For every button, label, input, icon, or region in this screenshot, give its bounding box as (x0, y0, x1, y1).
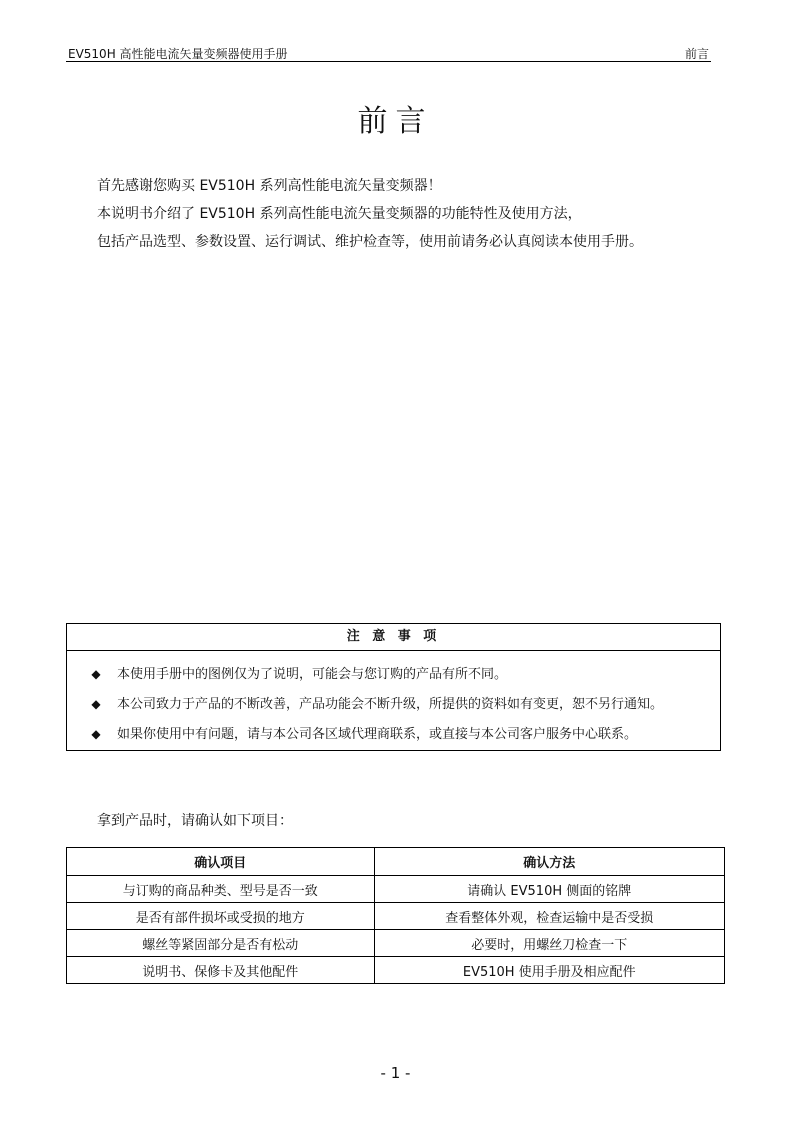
column-header-method: 确认方法 (374, 848, 724, 876)
notice-list (67, 651, 720, 749)
header-doc-title: EV510H 高性能电流矢量变频器使用手册 (68, 47, 288, 61)
check-table (66, 847, 725, 984)
column-header-item: 确认项目 (67, 848, 375, 876)
table-cell-item: 是否有部件损坏或受损的地方 (67, 903, 375, 930)
diamond-bullet-icon: ◆ (91, 727, 101, 741)
table-cell-item: 螺丝等紧固部分是否有松动 (67, 930, 375, 957)
notice-item (67, 659, 720, 689)
header-section: 前言 (684, 47, 709, 61)
table-row (67, 903, 725, 930)
table-cell-item: 与订购的商品种类、型号是否一致 (67, 876, 375, 903)
check-intro: 拿到产品时，请确认如下项目： (97, 813, 293, 829)
table-cell-method: 必要时，用螺丝刀检查一下 (374, 930, 724, 957)
diamond-bullet-icon: ◆ (91, 667, 101, 681)
intro-line: 本说明书介绍了 EV510H 系列高性能电流矢量变频器的功能特性及使用方法， (97, 206, 582, 222)
table-row (67, 876, 725, 903)
notice-item-text: 如果你使用中有问题，请与本公司各区域代理商联系，或直接与本公司客户服务中心联系。 (117, 727, 638, 742)
table-cell-item: 说明书、保修卡及其他配件 (67, 957, 375, 984)
notice-item (67, 689, 720, 719)
table-row (67, 957, 725, 984)
table-cell-method: 请确认 EV510H 侧面的铭牌 (374, 876, 724, 903)
header-rule (66, 61, 711, 62)
intro-line: 首先感谢您购买 EV510H 系列高性能电流矢量变频器！ (97, 178, 442, 194)
table-cell-method: EV510H 使用手册及相应配件 (374, 957, 724, 984)
page-title: 前言 (357, 104, 434, 139)
table-header-row (67, 848, 725, 876)
notice-item (67, 719, 720, 749)
notice-item-text: 本使用手册中的图例仅为了说明，可能会与您订购的产品有所不同。 (117, 667, 508, 682)
notice-box (66, 623, 721, 751)
table-row (67, 930, 725, 957)
notice-item-text: 本公司致力于产品的不断改善，产品功能会不断升级，所提供的资料如有变更，恕不另行通知。 (117, 697, 664, 712)
intro-line: 包括产品选型、参数设置、运行调试、维护检查等，使用前请务必认真阅读本使用手册。 (97, 234, 643, 250)
diamond-bullet-icon: ◆ (91, 697, 101, 711)
table-cell-method: 查看整体外观，检查运输中是否受损 (374, 903, 724, 930)
intro-text (97, 176, 643, 260)
notice-title: 注 意 事 项 (67, 624, 720, 651)
page-number: - 1 - (380, 1064, 411, 1082)
